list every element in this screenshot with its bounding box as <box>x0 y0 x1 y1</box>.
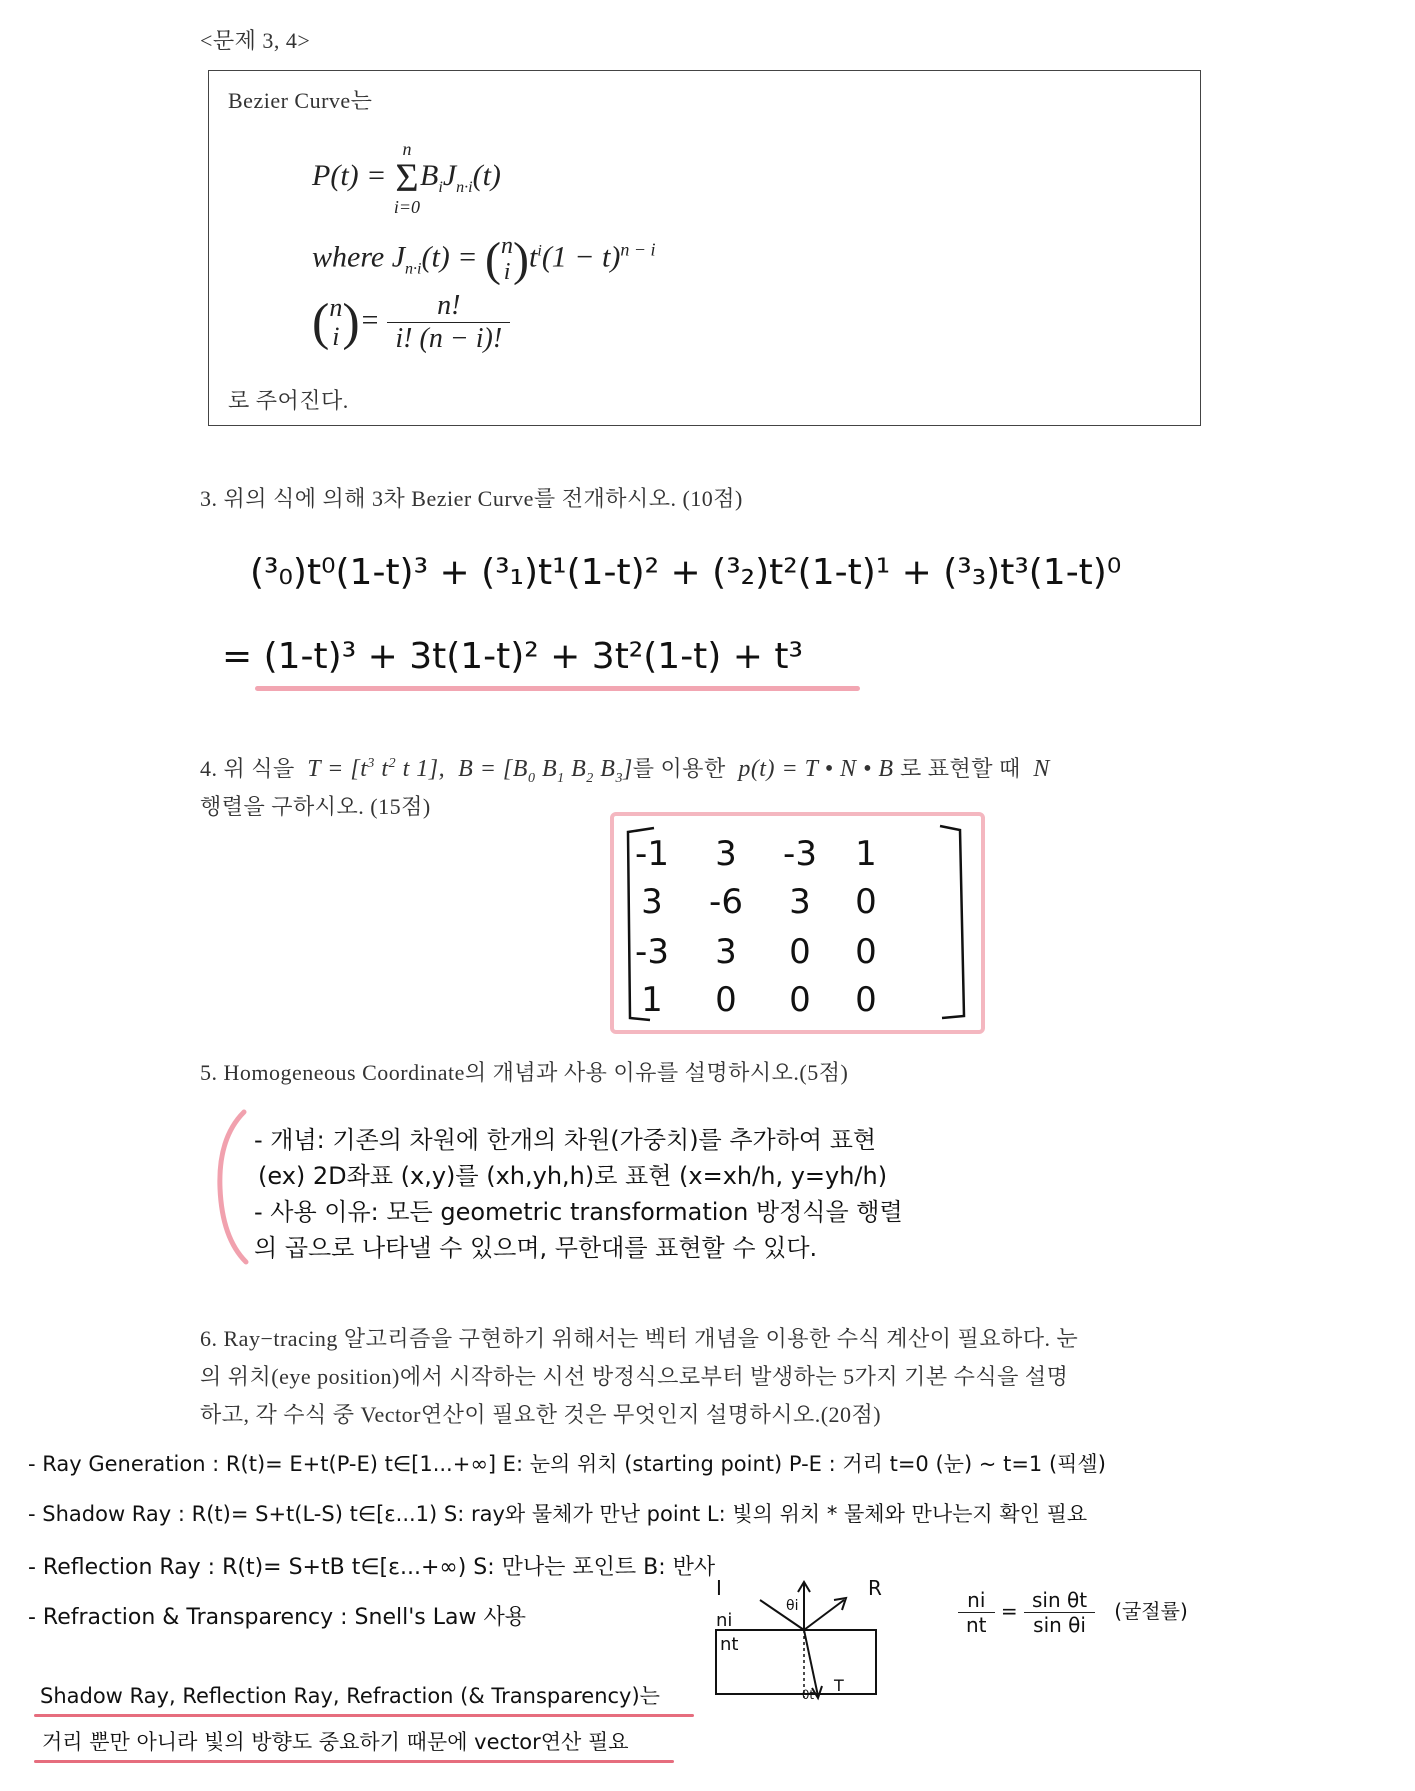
formula-binom: ( n i )= $\frac{n!}{i! (n - i)!}$ <box>312 290 510 355</box>
matrix-cell: 3 <box>641 882 663 922</box>
matrix-cell: -3 <box>635 932 669 972</box>
diagram-label-t: T <box>834 1676 844 1695</box>
q3-underline <box>255 686 860 691</box>
q6-conclusion-underline-1 <box>34 1714 694 1717</box>
q5-answer-4: 의 곱으로 나타낼 수 있으며, 무한대를 표현할 수 있다. <box>254 1234 818 1262</box>
q6-conclusion-2: 거리 뿐만 아니라 빛의 방향도 중요하기 때문에 vector연산 필요 <box>42 1730 629 1754</box>
matrix-cell: -3 <box>783 834 817 874</box>
q6-conclusion-1: Shadow Ray, Reflection Ray, Refraction (& Transparency)는 <box>40 1684 660 1708</box>
q6-note-2: - Shadow Ray : R(t)= S+t(L-S) t∈[ε...1) S: ray와 물체가 만난 point L: 빛의 위치 * 물체와 만나는지 확인 필요 <box>28 1502 1088 1526</box>
snell-formula: $\frac{ni}{nt}$ = $\frac{\text{sin θt}}{\text{sin θi}}$ (굴절률) <box>958 1588 1188 1637</box>
matrix-cell: 0 <box>855 980 877 1020</box>
q3-answer-line1: (³₀)t⁰(1-t)³ + (³₁)t¹(1-t)² + (³₂)t²(1-t)¹ + (³₃)t³(1-t)⁰ <box>250 552 1122 593</box>
problem-header: <문제 3, 4> <box>200 28 311 53</box>
question-5: 5. Homogeneous Coordinate의 개념과 사용 이유를 설명하시오.(5점) <box>200 1060 849 1085</box>
q6-note-1: - Ray Generation : R(t)= E+t(P-E) t∈[1...+∞] E: 눈의 위치 (starting point) P-E : 거리 t=0 (눈) ~ t=1 (픽셀) <box>28 1452 1106 1476</box>
question-4-line2: 행렬을 구하시오. (15점) <box>200 794 431 819</box>
matrix-cell: 0 <box>715 980 737 1020</box>
diagram-label-nt: nt <box>720 1634 739 1655</box>
diagram-label-theta-i: θi <box>786 1598 799 1614</box>
q6-note-4: - Refraction & Transparency : Snell's Law 사용 <box>28 1605 526 1630</box>
matrix-cell: 0 <box>855 932 877 972</box>
q3-answer-line2: = (1-t)³ + 3t(1-t)² + 3t²(1-t) + t³ <box>222 636 803 677</box>
diagram-label-i: I <box>716 1576 722 1600</box>
q5-answer-2: (ex) 2D좌표 (x,y)를 (xh,yh,h)로 표현 (x=xh/h, y=yh/h) <box>258 1162 888 1190</box>
q5-answer-3: - 사용 이유: 모든 geometric transformation 방정식을 행렬 <box>254 1198 903 1226</box>
q6-conclusion-underline-2 <box>34 1760 674 1763</box>
matrix-cell: 3 <box>789 882 811 922</box>
box-outro: 로 주어진다. <box>228 388 349 413</box>
matrix-cell: 1 <box>855 834 877 874</box>
matrix-cell: -6 <box>709 882 743 922</box>
q6-note-3: - Reflection Ray : R(t)= S+tB t∈[ε...+∞) S: 만나는 포인트 B: 반사 <box>28 1555 716 1580</box>
formula-where: where $J_{n\cdot i}(t)$ = ( n i )$t^i(1 - t)^{n - i}$ <box>312 233 656 286</box>
matrix-cell: 3 <box>715 932 737 972</box>
question-6-line3: 하고, 각 수식 중 Vector연산이 필요한 것은 무엇인지 설명하시오.(20점) <box>200 1402 882 1427</box>
matrix-cell: 1 <box>641 980 663 1020</box>
formula-p: P(t) = n Σ i=0 $B_iJ_{n\cdot i}(t)$ <box>312 139 501 217</box>
question-6-line1: 6. Ray−tracing 알고리즘을 구현하기 위해서는 벡터 개념을 이용한 수식 계산이 필요하다. 눈 <box>200 1326 1079 1351</box>
question-3: 3. 위의 식에 의해 3차 Bezier Curve를 전개하시오. (10점) <box>200 486 743 511</box>
matrix-cell: 0 <box>789 932 811 972</box>
question-6-line2: 의 위치(eye position)에서 시작하는 시선 방정식으로부터 발생하는 5가지 기본 수식을 설명 <box>200 1364 1069 1389</box>
diagram-label-ni: ni <box>716 1610 733 1631</box>
matrix-cell: 3 <box>715 834 737 874</box>
diagram-label-r: R <box>868 1576 882 1600</box>
question-4-line1: 4. 위 식을 $T = [t^3$ $t^2$ t 1], $B = [B_0$ $B_1$ $B_2$ $B_3$]를 이용한 p(t) = T • N • B 로 표현할 때 N <box>200 756 1050 786</box>
q5-answer-1: - 개념: 기존의 차원에 한개의 차원(가중치)를 추가하여 표현 <box>254 1126 877 1154</box>
matrix-cell: -1 <box>635 834 669 874</box>
box-intro: Bezier Curve는 <box>228 88 373 113</box>
matrix-cell: 0 <box>789 980 811 1020</box>
matrix-cell: 0 <box>855 882 877 922</box>
diagram-label-theta-t: θt <box>802 1688 815 1702</box>
q5-pink-bracket <box>212 1108 252 1268</box>
